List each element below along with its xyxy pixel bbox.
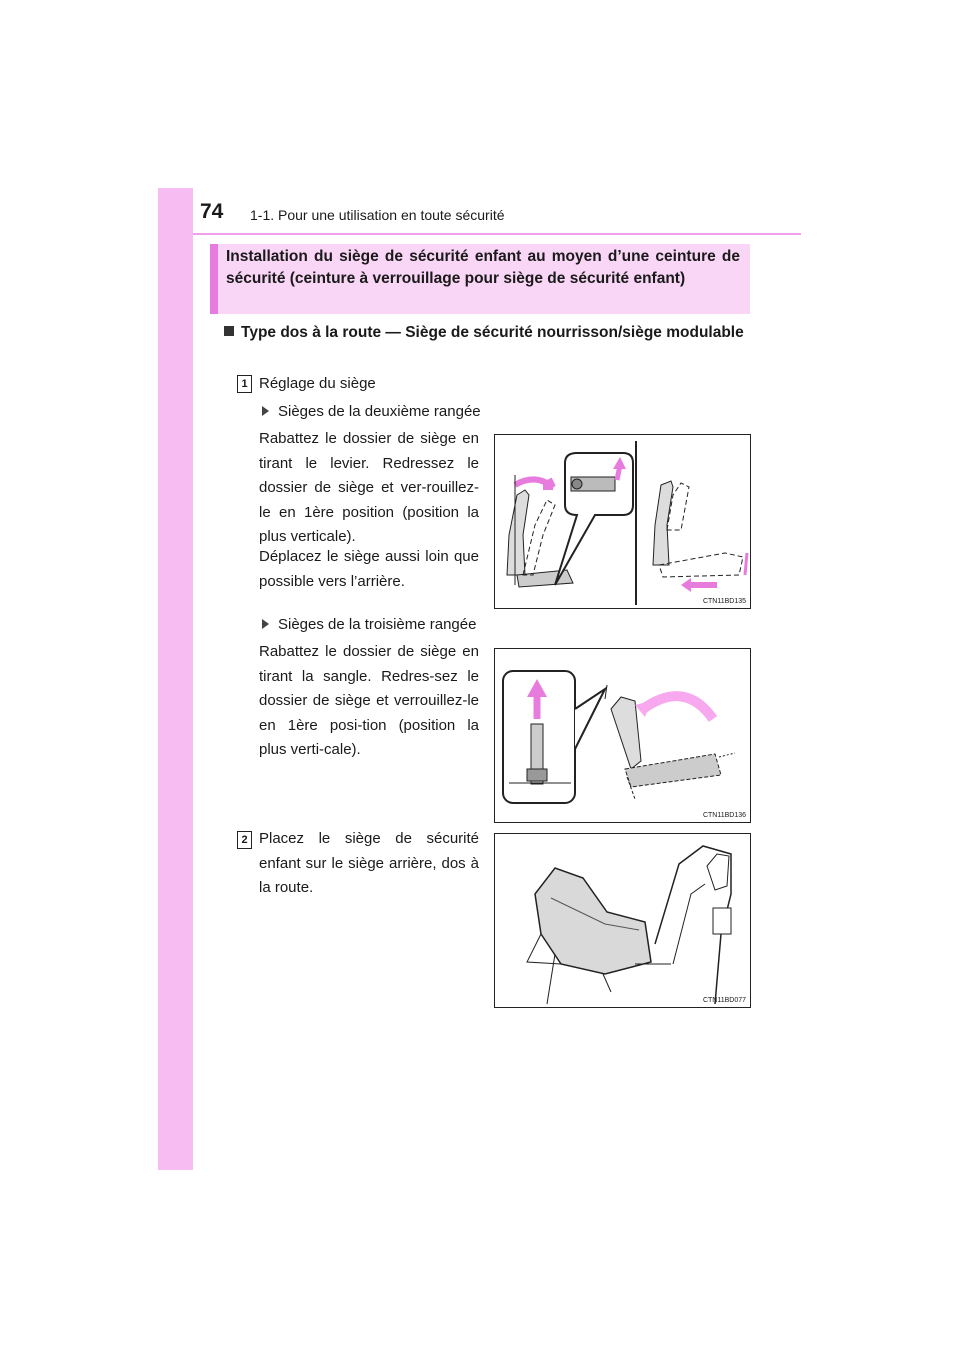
step-1-badge: 1 xyxy=(237,375,252,393)
section-title: 1-1. Pour une utilisation en toute sécurité xyxy=(250,207,505,223)
subsection-second-row-title: Sièges de la deuxième rangée xyxy=(278,403,481,420)
subsection-heading xyxy=(224,322,746,344)
second-row-paragraph-2: Déplacez le siège aussi loin que possible vers l’arrière. xyxy=(259,548,479,590)
header-divider xyxy=(193,233,801,235)
callout-accent-bar xyxy=(210,244,218,314)
subsection-third-row xyxy=(262,616,476,633)
triangle-bullet-icon xyxy=(262,619,269,629)
heading-text: Type dos à la route — Siège de sécurité nourrisson/siège modulable xyxy=(241,324,744,341)
third-row-seat-illustration xyxy=(495,649,750,822)
subsection-third-row-title: Sièges de la troisième rangée xyxy=(278,616,477,633)
subsection-second-row xyxy=(262,403,481,420)
step-2-badge: 2 xyxy=(237,831,252,849)
figure-code: CTN11BD136 xyxy=(702,812,746,819)
figure-third-row-seat xyxy=(494,648,751,823)
second-row-seat-illustration xyxy=(495,435,750,608)
page-number: 74 xyxy=(200,200,224,223)
third-row-paragraph: Rabattez le dossier de siège en tirant la sangle. Redres-sez le dossier de siège et verrouillez-le en 1ère posi-tion (position la plus verti-cale). xyxy=(259,643,479,758)
second-row-paragraph-1: Rabattez le dossier de siège en tirant le levier. Redressez le dossier de siège et ver-rouillez-le en 1ère position (position la plus verticale). xyxy=(259,430,479,545)
figure-child-seat-placed xyxy=(494,833,751,1008)
figure-second-row-seat xyxy=(494,434,751,609)
child-seat-illustration xyxy=(495,834,750,1007)
callout-title: Installation du siège de sécurité enfant au moyen d’une ceinture de sécurité (ceinture à verrouillage pour siège de sécurité enfant) xyxy=(226,248,740,287)
topic-callout xyxy=(210,244,750,314)
figure-code: CTN11BD077 xyxy=(702,997,746,1004)
side-tab-strip xyxy=(158,188,193,1170)
square-bullet-icon xyxy=(224,326,234,336)
triangle-bullet-icon xyxy=(262,406,269,416)
step-1-label: Réglage du siège xyxy=(259,375,376,392)
figure-code: CTN11BD135 xyxy=(702,598,746,605)
step-2-paragraph: Placez le siège de sécurité enfant sur le siège arrière, dos à la route. xyxy=(259,830,479,896)
